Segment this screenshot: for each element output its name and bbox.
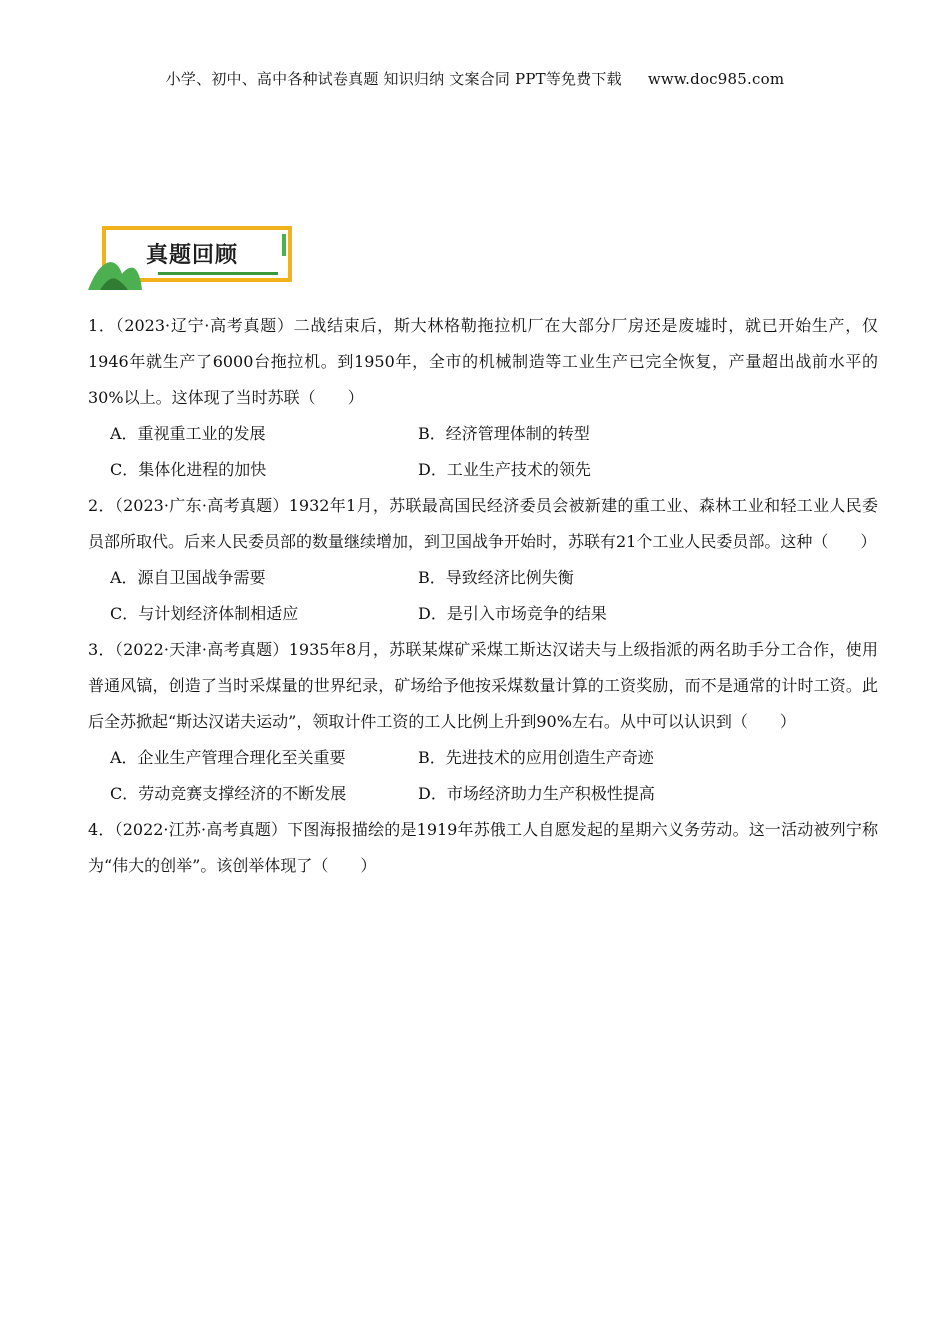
question-item [88, 632, 878, 812]
question-item [88, 812, 878, 884]
option-row [88, 776, 878, 812]
question-text: 4．（2022·江苏·高考真题）下图海报描绘的是1919年苏俄工人自愿发起的星期六义务劳动。这一活动被列宁称为“伟大的创举”。该创举体现了（ ） [88, 820, 878, 875]
option-c: C．与计划经济体制相适应 [110, 604, 299, 623]
option-b: B．导致经济比例失衡 [418, 568, 574, 587]
option-a: A．企业生产管理合理化至关重要 [110, 748, 346, 767]
option-row [88, 416, 878, 452]
question-item [88, 488, 878, 632]
page-header [0, 68, 950, 89]
option-d: D．市场经济助力生产积极性提高 [418, 784, 655, 803]
option-c: C．劳动竞赛支撑经济的不断发展 [110, 784, 347, 803]
option-row [88, 596, 878, 632]
title-underline [158, 272, 278, 275]
question-item [88, 308, 878, 488]
option-b: B．先进技术的应用创造生产奇迹 [418, 748, 654, 767]
header-text: 小学、初中、高中各种试卷真题 知识归纳 文案合同 PPT等免费下载 [165, 70, 622, 88]
option-row [88, 452, 878, 488]
badge-accent-bar [282, 234, 286, 256]
option-row [88, 740, 878, 776]
question-text: 2．（2023·广东·高考真题）1932年1月，苏联最高国民经济委员会被新建的重工业、森林工业和轻工业人民委员部所取代。后来人民委员部的数量继续增加，到卫国战争开始时，苏联有21个工业人民委员部。这种（ ） [88, 496, 878, 551]
option-row [88, 560, 878, 596]
question-list [88, 308, 878, 884]
option-b: B．经济管理体制的转型 [418, 424, 590, 443]
section-title: 真题回顾 [146, 243, 239, 268]
question-text: 1．（2023·辽宁·高考真题）二战结束后，斯大林格勒拖拉机厂在大部分厂房还是废墟时，就已开始生产，仅1946年就生产了6000台拖拉机。到1950年，全市的机械制造等工业生产已完全恢复，产量超出战前水平的30%以上。这体现了当时苏联（ ） [88, 316, 878, 407]
option-d: D．工业生产技术的领先 [418, 460, 591, 479]
question-text: 3．（2022·天津·高考真题）1935年8月，苏联某煤矿采煤工斯达汉诺夫与上级指派的两名助手分工合作，使用普通风镐，创造了当时采煤量的世界纪录，矿场给予他按采煤数量计算的工资奖励，而不是通常的计时工资。此后全苏掀起“斯达汉诺夫运动”，领取计件工资的工人比例上升到90%左右。从中可以认识到（ ） [88, 640, 878, 731]
option-a: A．重视重工业的发展 [110, 424, 266, 443]
option-d: D．是引入市场竞争的结果 [418, 604, 607, 623]
header-site-link[interactable]: www.doc985.com [647, 70, 785, 88]
option-c: C．集体化进程的加快 [110, 460, 267, 479]
section-badge [88, 226, 298, 290]
mountain-icon [88, 250, 144, 290]
option-a: A．源自卫国战争需要 [110, 568, 266, 587]
